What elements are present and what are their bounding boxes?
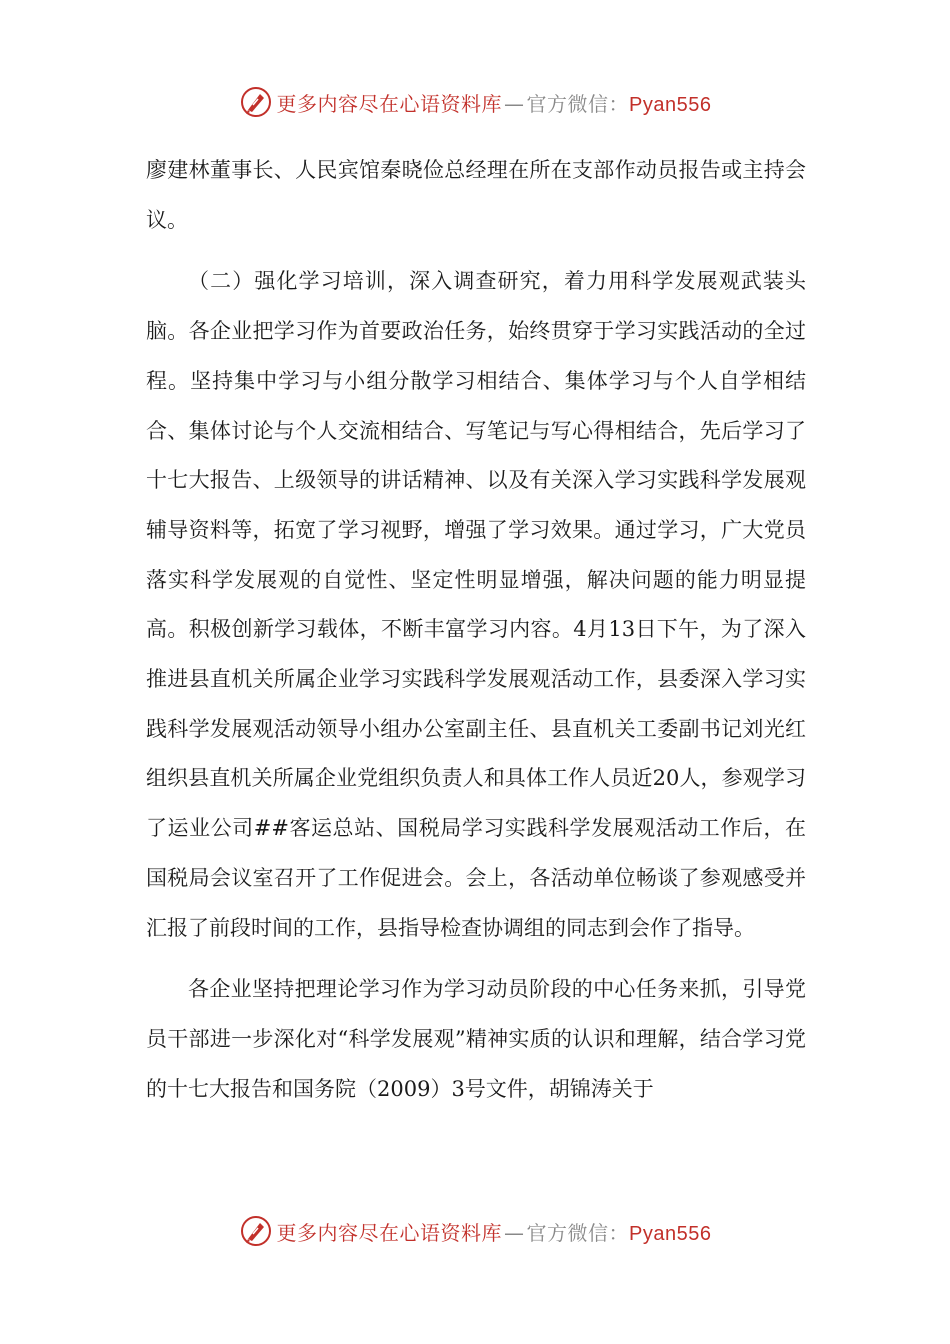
paragraph-2: （二）强化学习培训，深入调查研究，着力用科学发展观武装头脑。各企业把学习作为首要政治任务，始终贯穿于学习实践活动的全过程。坚持集中学习与小组分散学习相结合、集体学习与个人自学相结合、集体讨论与个人交流相结合、写笔记与写心得相结合，先后学习了十七大报告、上级领导的讲话精神、以及有关深入学习实践科学发展观辅导资料等，拓宽了学习视野，增强了学习效果。通过学习，广大党员落实科学发展观的自觉性、坚定性明显增强，解决问题的能力明显提高。积极创新学习载体，不断丰富学习内容。4月13日下午，为了深入推进县直机关所属企业学习实践科学发展观活动工作，县委深入学习实践科学发展观活动领导小组办公室副主任、县直机关工委副书记刘光红组织县直机关所属企业党组织负责人和具体工作人员近20人，参观学习了运业公司##客运总站、国税局学习实践科学发展观活动工作后，在国税局会议室召开了工作促进会。会上，各活动单位畅谈了参观感受并汇报了前段时间的工作，县指导检查协调组的同志到会作了指导。: [146, 269, 806, 940]
footer-wechat-label: 官方微信：: [526, 1220, 630, 1245]
header-wechat-label: 官方微信：: [526, 91, 630, 116]
header-dash: —: [504, 91, 525, 116]
footer-brand-text: 更多内容尽在心语资料库: [276, 1220, 503, 1245]
footer-dash: —: [504, 1220, 525, 1245]
pen-nib-icon: [239, 1214, 273, 1248]
footer-wechat-id: Pyan556: [629, 1222, 712, 1245]
paragraph-3: 各企业坚持把理论学习作为学习动员阶段的中心任务来抓，引导党员干部进一步深化对“科学发展观”精神实质的认识和理解，结合学习党的十七大报告和国务院（2009）3号文件，胡锦涛关于: [146, 977, 806, 1101]
header-wechat-id: Pyan556: [629, 93, 712, 116]
pen-nib-icon: [239, 85, 273, 119]
header-brand-text: 更多内容尽在心语资料库: [276, 91, 503, 116]
document-body: [146, 146, 806, 1114]
header-banner: [0, 80, 950, 124]
footer-banner: [0, 1209, 950, 1253]
header-brand-line: [277, 88, 712, 117]
footer-brand-line: [277, 1217, 712, 1246]
paragraph-1: 廖建林董事长、人民宾馆秦晓俭总经理在所在支部作动员报告或主持会议。: [146, 158, 806, 232]
